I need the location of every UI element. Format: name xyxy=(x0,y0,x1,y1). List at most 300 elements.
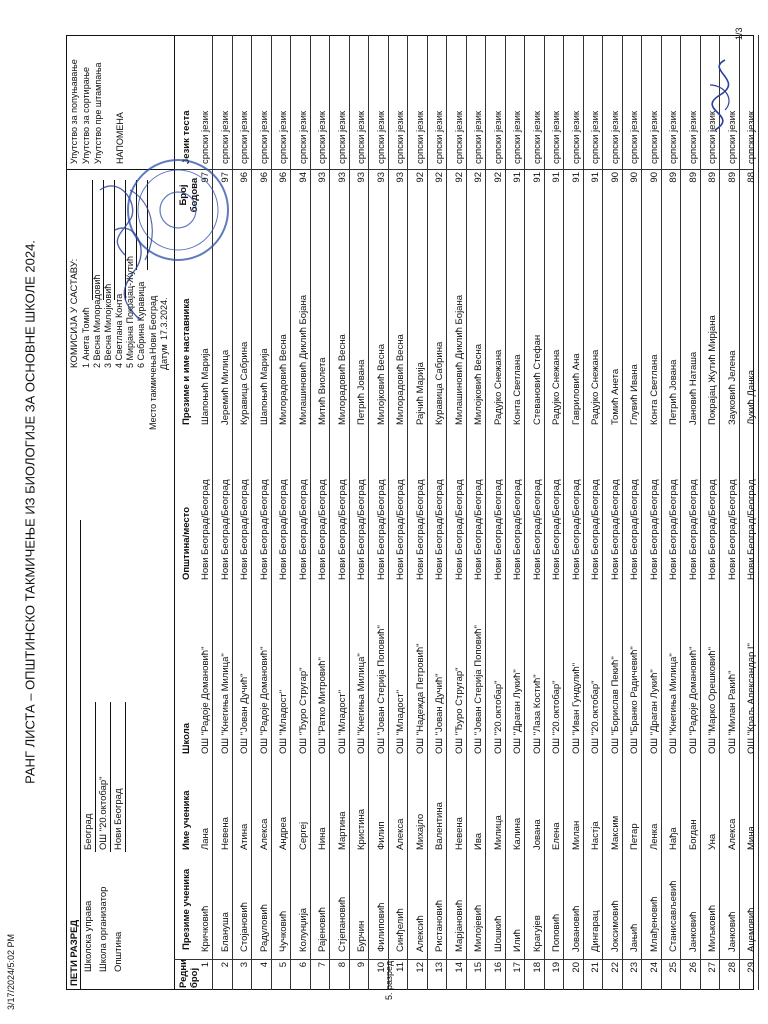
school-cell: ОШ "Иван Гундулић" xyxy=(570,662,582,754)
municipality-cell: Нови Београд/Београд xyxy=(512,479,523,580)
table-row xyxy=(563,35,564,990)
points-cell: 89 xyxy=(668,172,679,183)
language-cell: српски језик xyxy=(239,110,250,164)
municipality-cell: Нови Београд/Београд xyxy=(726,479,738,580)
table-row xyxy=(290,35,291,990)
teacher-cell: Радујко Снежана xyxy=(590,349,601,425)
table-row xyxy=(758,35,759,990)
commission-member-6: 6 Сабрина Куравица xyxy=(136,281,146,368)
teacher-cell: Глувић Ивана xyxy=(629,364,640,425)
name-cell: Сергеј xyxy=(297,821,309,850)
language-cell: српски језик xyxy=(512,110,523,164)
rank-cell: 18 xyxy=(531,962,543,973)
organizer-value: ОШ "20.октобар" xyxy=(98,776,109,850)
signatures-icon xyxy=(90,170,170,350)
rank-cell: 24 xyxy=(648,962,660,973)
surname-cell: Филиповић xyxy=(375,902,387,952)
name-cell: Нина xyxy=(317,827,328,850)
name-cell: Невена xyxy=(453,817,465,850)
municipality-cell: Нови Београд/Београд xyxy=(395,479,406,580)
name-cell: Алекса xyxy=(395,818,406,850)
school-cell: ОШ "Кнегиња Милица" xyxy=(219,653,231,754)
table-row xyxy=(524,35,525,990)
handwritten-signature-icon xyxy=(695,55,755,135)
table-row xyxy=(349,35,350,990)
table-row xyxy=(719,35,720,990)
name-cell: Елена xyxy=(551,822,562,850)
teacher-cell: Милорадовић Весна xyxy=(336,334,348,425)
school-cell: ОШ "Борислав Пекић" xyxy=(609,656,621,754)
school-cell: ОШ "Младост" xyxy=(395,689,406,754)
points-cell: 92 xyxy=(414,172,426,183)
school-cell: ОШ "Марко Орешковић" xyxy=(707,646,718,754)
points-cell: 96 xyxy=(278,172,289,183)
note-label: НАПОМЕНА xyxy=(115,112,125,164)
table-row xyxy=(739,35,740,990)
name-cell: Михајло xyxy=(414,813,426,850)
teacher-cell: Јеремић Милица xyxy=(219,349,231,425)
col-header-school: Школа xyxy=(181,722,192,754)
surname-cell: Стојановић xyxy=(239,902,250,952)
rank-cell: 20 xyxy=(570,962,582,973)
points-cell: 94 xyxy=(297,172,309,183)
table-row xyxy=(329,35,330,990)
name-cell: Алекса xyxy=(726,818,738,850)
admin-label: Школска управа xyxy=(83,900,94,972)
surname-cell: Стјепановић xyxy=(336,896,348,952)
school-cell: ОШ "Надежда Петровић" xyxy=(414,643,426,754)
rank-cell: 5 xyxy=(278,962,289,968)
table-row xyxy=(700,35,701,990)
surname-cell: Бурчин xyxy=(356,920,367,952)
name-cell: Нађа xyxy=(668,827,679,850)
surname-cell: Синђелић xyxy=(395,908,406,952)
language-cell: српски језик xyxy=(531,110,543,164)
name-cell: Калина xyxy=(512,817,523,850)
school-cell: ОШ "Лаза Костић" xyxy=(531,674,543,754)
rank-cell: 29 xyxy=(746,962,757,973)
points-cell: 92 xyxy=(434,172,445,183)
municipality-cell: Нови Београд/Београд xyxy=(219,479,231,580)
footer-timestamp xyxy=(6,934,16,1010)
surname-cell: Јанковић xyxy=(687,911,699,952)
municipality-cell: Нови Београд/Београд xyxy=(551,479,562,580)
language-cell: српски језик xyxy=(668,110,679,164)
table-row xyxy=(622,35,623,990)
points-cell: 89 xyxy=(726,172,738,183)
rank-cell: 10 xyxy=(375,962,387,973)
rank-cell: 3 xyxy=(239,962,250,968)
school-cell: ОШ "Кнегиња Милица" xyxy=(356,653,367,754)
rank-cell: 1 xyxy=(200,962,211,968)
municipality-cell: Нови Београд/Београд xyxy=(707,479,718,580)
rank-cell: 19 xyxy=(551,962,562,973)
name-cell: Лана xyxy=(200,827,211,850)
surname-cell: Ацемовић xyxy=(746,907,757,952)
teacher-cell: Зауковић Јелена xyxy=(726,350,738,425)
points-cell: 91 xyxy=(512,172,523,183)
points-cell: 91 xyxy=(531,172,543,183)
municipality-cell: Нови Београд/Београд xyxy=(492,479,504,580)
municipality-cell: Нови Београд/Београд xyxy=(531,479,543,580)
table-row xyxy=(641,35,642,990)
teacher-cell: Шапоњић Марија xyxy=(200,348,211,425)
name-cell: Настја xyxy=(590,821,601,850)
grade-text: 5. разред xyxy=(384,960,394,1000)
commission-title: КОМИСИЈА У САСТАВУ: xyxy=(69,258,80,368)
commission-member-2: 2 Весна Милорадовић xyxy=(92,274,102,368)
school-cell: ОШ "Кнегиња Милица" xyxy=(668,653,679,754)
surname-cell: Јањић xyxy=(629,923,640,952)
points-cell: 97 xyxy=(219,172,231,183)
surname-cell: Миљковић xyxy=(707,904,718,952)
teacher-cell: Милојковић Весна xyxy=(375,344,387,425)
municipality-cell: Нови Београд/Београд xyxy=(609,479,621,580)
table-row xyxy=(505,35,506,990)
school-cell: ОШ "Радоје Домановић" xyxy=(258,646,270,754)
surname-cell: Рајеновић xyxy=(317,907,328,952)
surname-cell: Блануша xyxy=(219,912,231,952)
surname-cell: Колунџија xyxy=(297,907,309,952)
municipality-cell: Нови Београд/Београд xyxy=(570,479,582,580)
points-cell: 96 xyxy=(239,172,250,183)
points-cell: 96 xyxy=(258,172,270,183)
language-cell: српски језик xyxy=(473,110,484,164)
teacher-cell: Конта Светлана xyxy=(512,354,523,425)
instruction-print[interactable]: Упутство пре штампања xyxy=(93,62,103,164)
surname-cell: Радуловић xyxy=(258,904,270,952)
rank-cell: 16 xyxy=(492,962,504,973)
points-cell: 93 xyxy=(375,172,387,183)
rank-cell: 12 xyxy=(414,962,426,973)
rank-cell: 9 xyxy=(356,962,367,968)
organizer-label: Школа организатор xyxy=(98,886,109,972)
municipality-cell: Нови Београд/Београд xyxy=(453,479,465,580)
points-cell: 93 xyxy=(395,172,406,183)
school-cell: ОШ "Драган Лукић" xyxy=(648,669,660,754)
footer-page-number xyxy=(734,27,744,40)
table-row xyxy=(368,35,369,990)
school-cell: ОШ "Јован Стерија Поповић" xyxy=(375,625,387,754)
table-row xyxy=(583,35,584,990)
school-cell: ОШ "Радоје Домановић" xyxy=(687,646,699,754)
school-cell: ОШ "Краљ Александар I" xyxy=(746,643,757,754)
name-cell: Максим xyxy=(609,815,621,850)
surname-cell: Илић xyxy=(512,929,523,952)
commission-member-5: 5 Мирјана Покрајац-Жутић xyxy=(125,256,135,368)
points-cell: 88 xyxy=(746,172,757,183)
col-header-rank: Редни број xyxy=(178,959,200,988)
surname-cell: Милојевић xyxy=(473,904,484,952)
header-divider xyxy=(80,520,81,990)
name-cell: Милица xyxy=(492,815,504,850)
place-label: Место такмичења xyxy=(148,355,158,430)
language-cell: српски језик xyxy=(258,110,270,164)
name-cell: Петар xyxy=(629,823,640,850)
language-cell: српски језик xyxy=(200,110,211,164)
school-cell: ОШ "Јован Стерија Поповић" xyxy=(473,625,484,754)
school-cell: ОШ "Бранко Радичевић" xyxy=(629,646,640,754)
language-cell: српски језик xyxy=(609,110,621,164)
col-header-teacher: Презиме и име наставника xyxy=(181,298,192,425)
rank-cell: 17 xyxy=(512,962,523,973)
name-cell: Андреа xyxy=(278,817,289,850)
municipality-cell: Нови Београд/Београд xyxy=(297,479,309,580)
name-cell: Филип xyxy=(375,821,387,850)
teacher-cell: Радујко Снежана xyxy=(492,349,504,425)
points-cell: 92 xyxy=(473,172,484,183)
points-cell: 89 xyxy=(707,172,718,183)
points-cell: 92 xyxy=(492,172,504,183)
school-cell: ОШ "Јован Дучић" xyxy=(239,673,250,754)
teacher-cell: Милашиновић Диклић Бојана xyxy=(297,295,309,425)
surname-cell: Дингарац xyxy=(590,910,601,952)
surname-cell: Ристановић xyxy=(434,899,445,952)
school-cell: ОШ "20.октобар" xyxy=(551,680,562,754)
rank-cell: 7 xyxy=(317,962,328,968)
grade-label: ПЕТИ РАЗРЕД xyxy=(69,919,80,986)
rank-cell: 11 xyxy=(395,962,406,972)
date-value: 17.3.2024. xyxy=(159,297,169,340)
date-label: Датум xyxy=(159,344,169,370)
teacher-cell: Милојковић Весна xyxy=(473,344,484,425)
teacher-cell: Милашиновић Диклић Бојана xyxy=(453,295,465,425)
school-cell: ОШ "Младост" xyxy=(336,689,348,754)
municipality-cell: Нови Београд/Београд xyxy=(590,479,601,580)
language-cell: српски језик xyxy=(297,110,309,164)
teacher-cell: Куравица Сабрина xyxy=(239,341,250,425)
points-cell: 91 xyxy=(551,172,562,183)
rank-cell: 25 xyxy=(668,962,679,973)
teacher-cell: Стевановић Стефан xyxy=(531,334,543,425)
municipality-cell: Нови Београд/Београд xyxy=(648,479,660,580)
rank-cell: 28 xyxy=(726,962,738,973)
teacher-cell: Милорадовић Весна xyxy=(278,334,289,425)
col-rule xyxy=(174,959,754,960)
col-header-points: Број бодова xyxy=(178,177,200,213)
municipality-cell: Нови Београд/Београд xyxy=(668,479,679,580)
teacher-cell: Јановић Наташа xyxy=(687,351,699,425)
table-row xyxy=(427,35,428,990)
rank-cell: 13 xyxy=(434,962,445,973)
table-row xyxy=(485,35,486,990)
municipality-cell: Нови Београд/Београд xyxy=(629,479,640,580)
name-cell: Богдан xyxy=(687,819,699,850)
surname-cell: Млађеновић xyxy=(648,896,660,952)
school-cell: ОШ "Младост" xyxy=(278,689,289,754)
language-cell: српски језик xyxy=(336,110,348,164)
table-row xyxy=(407,35,408,990)
rank-cell: 8 xyxy=(336,962,348,968)
municipality-cell: Нови Београд/Београд xyxy=(200,479,211,580)
teacher-cell: Гавриловић Ана xyxy=(570,353,582,425)
school-cell: ОШ "Ђуро Стругар" xyxy=(297,667,309,754)
language-cell: српски језик xyxy=(434,110,445,164)
teacher-cell: Радујко Снежана xyxy=(551,349,562,425)
footer-grade xyxy=(384,961,394,1000)
language-cell: српски језик xyxy=(453,110,465,164)
surname-cell: Јовановић xyxy=(570,905,582,952)
language-cell: српски језик xyxy=(629,110,640,164)
commission-member-3: 3 Весна Милојковић xyxy=(103,283,113,368)
table-row xyxy=(446,35,447,990)
instruction-fill[interactable]: Упутство за попуњавање xyxy=(69,59,79,164)
points-cell: 93 xyxy=(317,172,328,183)
points-cell: 93 xyxy=(356,172,367,183)
table-row xyxy=(388,35,389,990)
surname-cell: Шошкић xyxy=(492,915,504,952)
col-header-language: Језик теста xyxy=(181,110,192,164)
municipality-cell: Нови Београд/Београд xyxy=(258,479,270,580)
school-cell: ОШ "Ратко Митровић" xyxy=(317,657,328,754)
points-cell: 91 xyxy=(590,172,601,183)
rank-cell: 15 xyxy=(473,962,484,973)
name-cell: Уна xyxy=(707,833,718,850)
municipality-value: Нови Београд xyxy=(113,788,124,850)
municipality-cell: Нови Београд/Београд xyxy=(239,479,250,580)
points-cell: 91 xyxy=(570,172,582,183)
col-header-surname: Презиме ученика xyxy=(181,868,192,950)
table-row xyxy=(680,35,681,990)
language-cell: српски језик xyxy=(746,110,757,164)
language-cell: српски језик xyxy=(551,110,562,164)
surname-cell: Јанковић xyxy=(726,911,738,952)
table-row xyxy=(602,35,603,990)
teacher-cell: Шапоњић Марија xyxy=(258,348,270,425)
language-cell: српски језик xyxy=(687,110,699,164)
name-cell: Кристина xyxy=(356,808,367,850)
language-cell: српски језик xyxy=(648,110,660,164)
teacher-cell: Петрић Јована xyxy=(356,359,367,425)
municipality-cell: Нови Београд/Београд xyxy=(434,479,445,580)
surname-cell: Крагујев xyxy=(531,915,543,952)
name-cell: Мина xyxy=(746,826,757,850)
language-cell: српски језик xyxy=(414,110,426,164)
school-cell: ОШ "Ђуро Стругар" xyxy=(453,667,465,754)
school-cell: ОШ "20.октобар" xyxy=(590,680,601,754)
surname-cell: Јоксимовић xyxy=(609,900,621,952)
col-rule xyxy=(174,169,754,170)
points-cell: 92 xyxy=(453,172,465,183)
teacher-cell: Петрић Јована xyxy=(668,359,679,425)
municipality-cell: Нови Београд/Београд xyxy=(375,479,387,580)
place-value: Нови Београд xyxy=(148,295,158,354)
municipality-cell: Нови Београд/Београд xyxy=(473,479,484,580)
language-cell: српски језик xyxy=(590,110,601,164)
school-cell: ОШ "Драган Лукић" xyxy=(512,669,523,754)
school-cell: ОШ "Радоје Домановић" xyxy=(200,646,211,754)
rank-cell: 23 xyxy=(629,962,640,973)
page-title: РАНГ ЛИСТА – ОПШТИНСКО ТАКМИЧЕЊЕ ИЗ БИОЛОГИЈЕ ЗА ОСНОВНЕ ШКОЛЕ 2024. xyxy=(22,240,38,784)
teacher-cell: Конта Светлана xyxy=(648,354,660,425)
table-row xyxy=(544,35,545,990)
teacher-cell: Куравица Сабрина xyxy=(434,341,445,425)
admin-underline xyxy=(95,702,96,852)
school-cell: ОШ "Јован Дучић" xyxy=(434,673,445,754)
surname-cell: Поповић xyxy=(551,913,562,952)
commission-member-1: 1 Анета Томић xyxy=(81,307,91,368)
name-cell: Невена xyxy=(219,817,231,850)
points-cell: 97 xyxy=(200,172,211,183)
name-cell: Јована xyxy=(531,819,543,850)
municipality-cell: Нови Београд/Београд xyxy=(414,479,426,580)
teacher-cell: Покрајац Жутић Мирјана xyxy=(707,315,718,425)
municipality-cell: Нови Београд/Београд xyxy=(336,479,348,580)
points-cell: 90 xyxy=(629,172,640,183)
timestamp-text: 3/17/2024/5:02 PM xyxy=(6,933,16,1010)
municipality-cell: Нови Београд/Београд xyxy=(317,479,328,580)
language-cell: српски језик xyxy=(219,110,231,164)
rank-cell: 21 xyxy=(590,962,601,973)
municipality-cell: Нови Београд/Београд xyxy=(687,479,699,580)
table-row xyxy=(466,35,467,990)
school-cell: ОШ "Милан Ракић" xyxy=(726,670,738,754)
col-header-name: Име ученика xyxy=(181,790,192,850)
admin-value: Београд xyxy=(83,813,94,850)
surname-cell: Марјановић xyxy=(453,899,465,952)
language-cell: српски језик xyxy=(356,110,367,164)
municipality-label: Општина xyxy=(113,931,124,972)
teacher-cell: Рајчић Марија xyxy=(414,362,426,425)
surname-cell: Станисављевић xyxy=(668,880,679,952)
table-row xyxy=(310,35,311,990)
name-cell: Атина xyxy=(239,823,250,850)
table-row xyxy=(661,35,662,990)
rank-cell: 4 xyxy=(258,962,270,968)
surname-cell: Чучковић xyxy=(278,910,289,952)
points-cell: 93 xyxy=(336,172,348,183)
commission-member-4: 4 Светлана Конта xyxy=(114,293,124,368)
municipality-cell: Нови Београд/Београд xyxy=(356,479,367,580)
points-cell: 89 xyxy=(687,172,699,183)
teacher-cell: Томић Анета xyxy=(609,368,621,425)
teacher-cell: Милорадовић Весна xyxy=(395,334,406,425)
language-cell: српски језик xyxy=(317,110,328,164)
instruction-sort[interactable]: Упутство за сортирање xyxy=(81,66,91,164)
language-cell: српски језик xyxy=(707,110,718,164)
surname-cell: Кричковић xyxy=(200,905,211,952)
language-cell: српски језик xyxy=(570,110,582,164)
language-cell: српски језик xyxy=(395,110,406,164)
col-header-municipality: Општина/место xyxy=(181,507,192,580)
language-cell: српски језик xyxy=(726,110,738,164)
rank-cell: 26 xyxy=(687,962,699,973)
organizer-underline xyxy=(110,702,111,852)
name-cell: Валентина xyxy=(434,802,445,850)
language-cell: српски језик xyxy=(375,110,387,164)
municipality-cell: Нови Београд/Београд xyxy=(278,479,289,580)
rank-cell: 22 xyxy=(609,962,621,973)
rank-cell: 27 xyxy=(707,962,718,973)
name-cell: Ленка xyxy=(648,823,660,850)
rank-cell: 14 xyxy=(453,962,465,973)
table-row xyxy=(251,35,252,990)
points-cell: 90 xyxy=(609,172,621,183)
municipality-cell: Нови Београд/Београд xyxy=(746,479,757,580)
rank-cell: 6 xyxy=(297,962,309,968)
rank-cell: 2 xyxy=(219,962,231,968)
municipality-underline xyxy=(125,702,126,852)
name-cell: Ива xyxy=(473,832,484,850)
language-cell: српски језик xyxy=(278,110,289,164)
name-cell: Мартина xyxy=(336,811,348,850)
teacher-cell: Лукић Данка xyxy=(746,369,757,425)
name-cell: Милан xyxy=(570,820,582,850)
surname-cell: Алексић xyxy=(414,915,426,952)
teacher-cell: Митић Виолета xyxy=(317,357,328,425)
page-number-text: 1/3 xyxy=(734,27,744,40)
school-cell: ОШ "20.октобар" xyxy=(492,680,504,754)
